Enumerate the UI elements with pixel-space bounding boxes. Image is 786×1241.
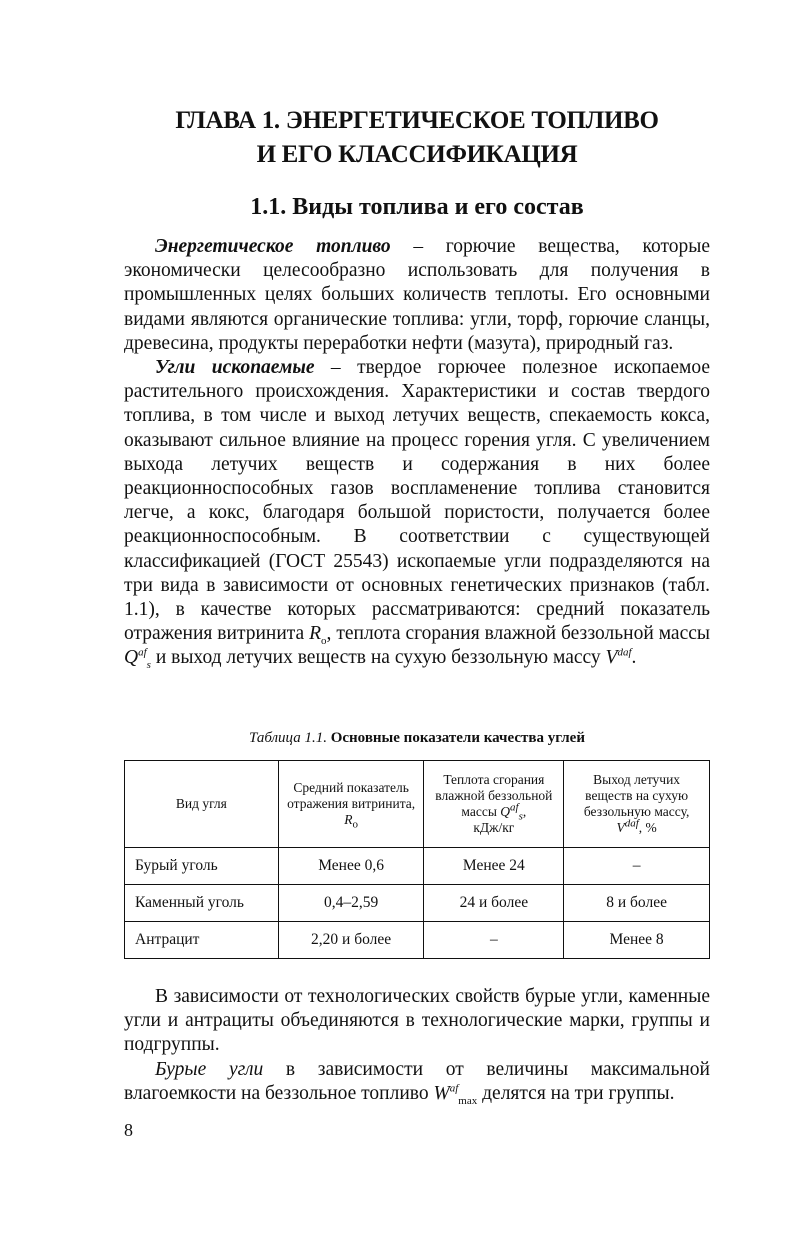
page-number: 8: [124, 1120, 133, 1140]
term-fossil-coal: Угли ископаемые: [155, 357, 315, 379]
table-header-row: [125, 761, 710, 848]
after-table-text: [124, 985, 710, 1106]
chapter-title-line1: ГЛАВА 1. ЭНЕРГЕТИЧЕСКОЕ ТОПЛИВО: [175, 107, 659, 134]
symbol-W: W: [433, 1082, 450, 1104]
symbol-Q: Q: [124, 647, 139, 669]
section-title: 1.1. Виды топлива и его состав: [250, 194, 584, 220]
paragraph-coal: Угли ископаемые – твердое горючее полезное ископаемое растительного происхождения. Характеристики и состав твердого топлива, в том числе и выход летучих веществ, спекаемость кокса, оказывают сильное влияние на процесс горения угля. С увеличением выхода летучих веществ и содержания в них более реакционноспособных газов воспламенение топлива становится легче, а кокс, благодаря большой пористости, получается более реакционноспособным. В соответствии с существующей классификацией (ГОСТ 25543) ископаемые угли подразделяются на три вида в зависимости от основных генетических признаков (табл. 1.1), в качестве которых рассматриваются: средний показатель отражения витринита $R_o$, теплота сгорания влажной беззольной массы $Q^{af}_s$ и выход летучих веществ на сухую беззольную массу $V^{daf}$.: [124, 357, 711, 672]
paragraph-technological: В зависимости от технологических свойств бурые угли, каменные угли и антрациты объединяются в технологические марки, группы и подгруппы.: [124, 986, 710, 1056]
coal-quality-table: [124, 760, 710, 959]
intro-text: [124, 235, 710, 671]
header-heat: Теплота сгорания влажной беззольной массы $Q^{af}_s$, кДж/кг: [424, 761, 564, 848]
term-brown-coal: Бурые угли: [155, 1058, 264, 1080]
chapter-title: [124, 104, 710, 172]
table-row: Каменный уголь 0,4–2,59 24 и более 8 и более: [125, 885, 710, 922]
header-reflectance: Средний показатель отражения витринита, $R_o$: [278, 761, 424, 848]
header-coal-type: Вид угля: [125, 761, 279, 848]
symbol-R: R: [309, 623, 322, 645]
term-energy-fuel: Энергетическое топливо: [155, 236, 391, 257]
paragraph-fuel: Энергетическое топливо – горючие вещества, которые экономически целесообразно использовать для получения в промышленных целях больших количеств теплоты. Его основными видами являются органические топлива: угли, торф, горючие сланцы, древесина, продукты переработки нефти (мазута), природный газ.: [124, 236, 710, 354]
chapter-title-line2: И ЕГО КЛАССИФИКАЦИЯ: [256, 141, 578, 168]
paragraph-brown-coal: Бурые угли в зависимости от величины максимальной влагоемкости на беззольное топливо $W^{af}_{max}$ делятся на три группы.: [124, 1058, 710, 1107]
table-row: Бурый уголь Менее 0,6 Менее 24 –: [125, 848, 710, 885]
table-row: Антрацит 2,20 и более – Менее 8: [125, 922, 710, 959]
table-caption: Таблица 1.1. Основные показатели качества углей: [249, 730, 585, 746]
header-volatiles: Выход летучих веществ на сухую беззольную массу, $V^{daf}$, %: [564, 761, 710, 848]
symbol-V: V: [605, 647, 618, 669]
